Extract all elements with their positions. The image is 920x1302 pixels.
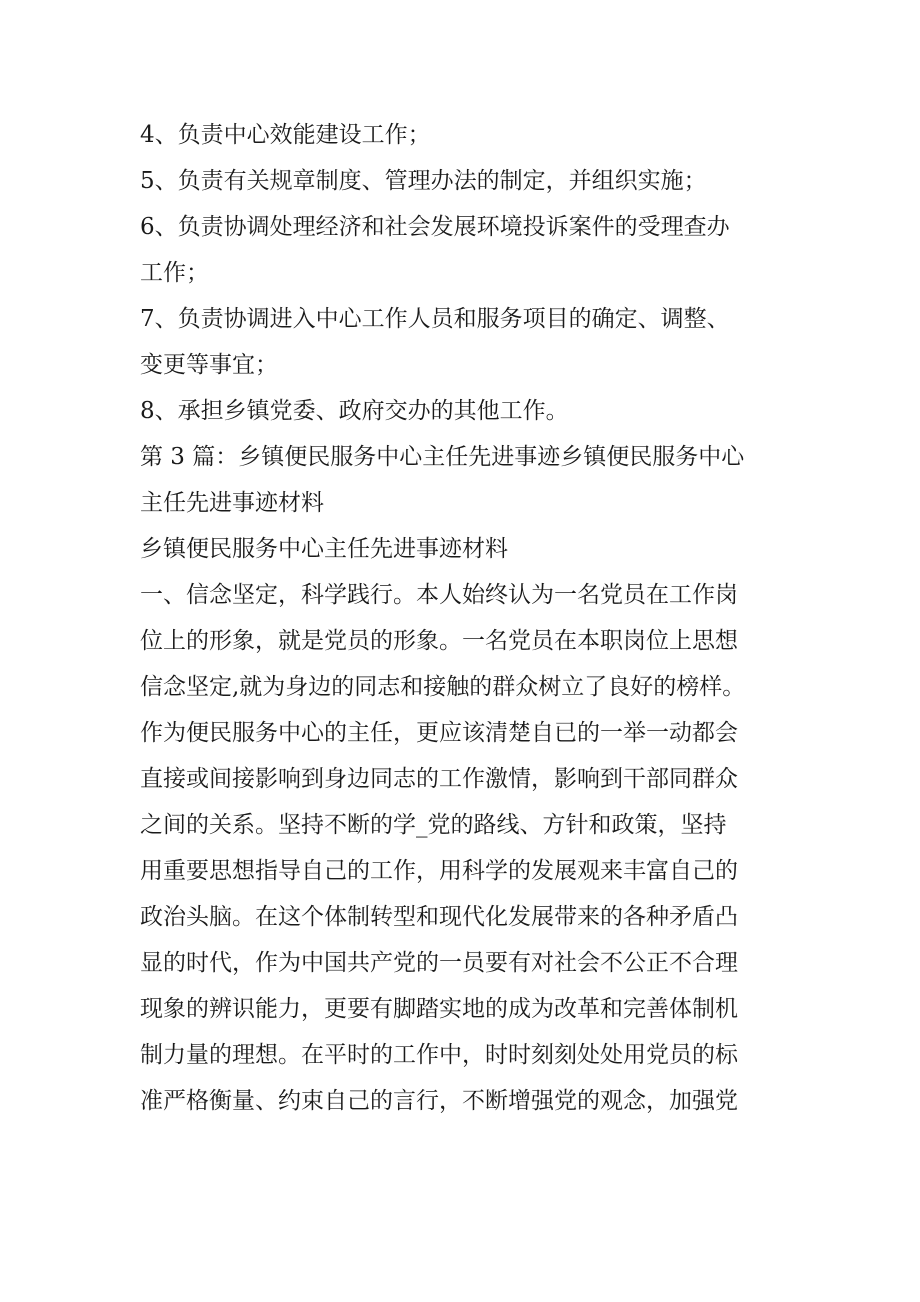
text-line-duty-7: 7、负责协调进入中心工作人员和服务项目的确定、调整、 [140, 306, 730, 332]
text-line-duty-4: 4、负责中心效能建设工作； [140, 122, 431, 148]
text-line-duty-5: 5、负责有关规章制度、管理办法的制定，并组织实施； [140, 168, 707, 194]
text-line-duty-7-cont: 变更等事宜； [140, 352, 278, 378]
paragraph-line: 准严格衡量、约束自己的言行，不断增强党的观念，加强党 [140, 1088, 738, 1114]
text-line-duty-6-cont: 工作； [140, 260, 209, 286]
text-line-duty-8: 8、承担乡镇党委、政府交办的其他工作。 [140, 398, 569, 424]
paragraph-line: 直接或间接影响到身边同志的工作激情，影响到干部同群众 [140, 766, 738, 792]
paragraph-line: 现象的辨识能力，更要有脚踏实地的成为改革和完善体制机 [140, 996, 738, 1022]
article-title: 乡镇便民服务中心主任先进事迹材料 [140, 536, 508, 562]
paragraph-line: 显的时代，作为中国共产党的一员要有对社会不公正不合理 [140, 950, 738, 976]
text-line-duty-6: 6、负责协调处理经济和社会发展环境投诉案件的受理查办 [140, 214, 730, 240]
paragraph-line: 作为便民服务中心的主任，更应该清楚自已的一举一动都会 [140, 720, 738, 746]
paragraph-line: 用重要思想指导自己的工作，用科学的发展观来丰富自己的 [140, 858, 738, 884]
paragraph-line: 政治头脑。在这个体制转型和现代化发展带来的各种矛盾凸 [140, 904, 738, 930]
paragraph-line: 之间的关系。坚持不断的学_党的路线、方针和政策，坚持 [140, 812, 727, 838]
paragraph-line: 信念坚定,就为身边的同志和接触的群众树立了良好的榜样。 [140, 674, 746, 700]
paragraph-line: 一、信念坚定，科学践行。本人始终认为一名党员在工作岗 [140, 582, 738, 608]
paragraph-line: 位上的形象，就是党员的形象。一名党员在本职岗位上思想 [140, 628, 738, 654]
section-heading: 第 3 篇：乡镇便民服务中心主任先进事迹乡镇便民服务中心 [140, 444, 745, 470]
document-body [140, 112, 790, 1124]
section-heading-cont: 主任先进事迹材料 [140, 490, 324, 516]
paragraph-line: 制力量的理想。在平时的工作中，时时刻刻处处用党员的标 [140, 1042, 738, 1068]
